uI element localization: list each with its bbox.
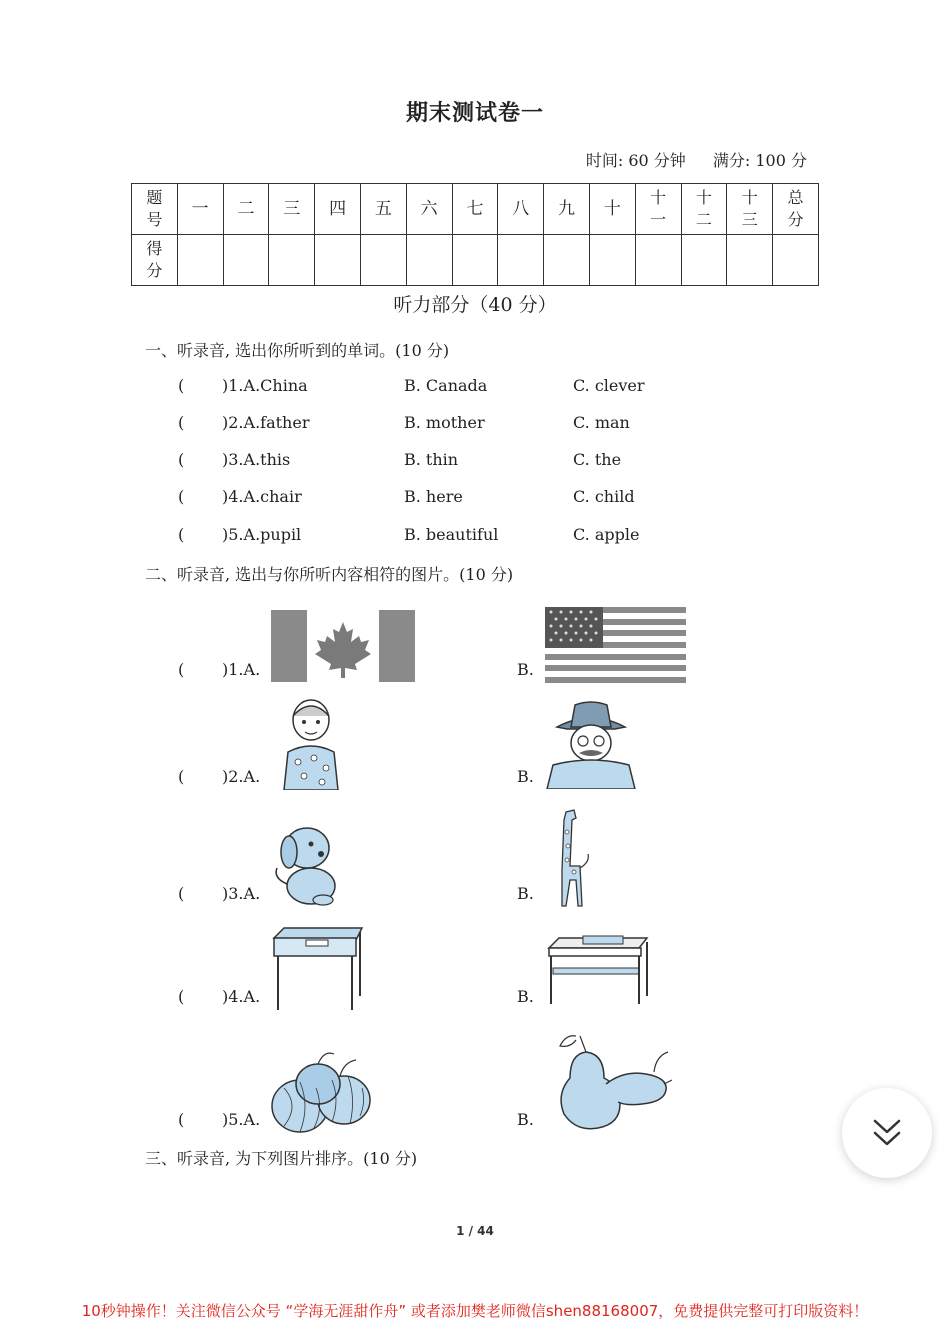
promo-banner: 10秒钟操作！关注微信公众号 “学海无涯甜作舟” 或者添加樊老师微信shen88168007，免费提供完整可打印版资料！ (81, 1302, 869, 1320)
q1-item: ( )3.A.this B. thin C. the (178, 450, 622, 469)
q2-title: 二、听录音, 选出与你所听内容相符的图片。(10 分) (145, 565, 514, 584)
q1-item: ( )1.A.China B. Canada C. clever (178, 376, 645, 395)
score-col: 十 (589, 184, 635, 235)
watermelon-icon (270, 1048, 372, 1134)
score-cell[interactable] (177, 235, 223, 286)
q2-item: ( )5.A. B. (178, 1110, 534, 1129)
score-cell[interactable] (681, 235, 727, 286)
q1-title: 一、听录音, 选出你所听到的单词。(10 分) (145, 341, 450, 360)
score-cell[interactable] (452, 235, 498, 286)
page-number: 1 / 44 (456, 1224, 494, 1238)
score-col: 十 三 (727, 184, 773, 235)
score-cell[interactable] (406, 235, 452, 286)
score-table-score-row (132, 235, 819, 286)
score-col: 六 (406, 184, 452, 235)
q2-item: ( )1.A. B. (178, 660, 534, 679)
table-icon (547, 934, 651, 1006)
dog-icon (271, 818, 341, 906)
q3-title: 三、听录音, 为下列图片排序。(10 分) (145, 1149, 418, 1168)
listening-section-title: 听力部分（40 分） (393, 294, 557, 316)
score-col: 二 (223, 184, 269, 235)
score-col: 九 (544, 184, 590, 235)
full-score: 满分: 100 分 (712, 151, 807, 170)
q1-item: ( )4.A.chair B. here C. child (178, 487, 635, 506)
double-chevron-down-icon (870, 1116, 904, 1150)
score-table (131, 183, 819, 286)
score-row-label: 题 号 (132, 184, 178, 235)
q2-item: ( )2.A. B. (178, 767, 534, 786)
score-col: 八 (498, 184, 544, 235)
q1-item: ( )5.A.pupil B. beautiful C. apple (178, 525, 640, 544)
score-cell[interactable] (544, 235, 590, 286)
giraffe-icon (554, 806, 594, 908)
score-col: 总 分 (773, 184, 819, 235)
score-cell[interactable] (727, 235, 773, 286)
grandmother-icon (278, 698, 344, 790)
q2-item: ( )3.A. B. (178, 884, 534, 903)
score-cell[interactable] (498, 235, 544, 286)
score-col: 一 (177, 184, 223, 235)
score-cell[interactable] (269, 235, 315, 286)
exam-meta (564, 148, 807, 171)
score-col: 四 (315, 184, 361, 235)
usa-flag-icon (545, 607, 686, 683)
score-col: 七 (452, 184, 498, 235)
score-col: 十 二 (681, 184, 727, 235)
exam-title: 期末测试卷一 (405, 101, 544, 126)
score-cell[interactable] (773, 235, 819, 286)
score-col: 五 (360, 184, 406, 235)
desk-icon (272, 926, 364, 1012)
score-cell[interactable] (635, 235, 681, 286)
score-cell[interactable] (589, 235, 635, 286)
score-cell[interactable] (223, 235, 269, 286)
score-col: 三 (269, 184, 315, 235)
score-col: 十 一 (635, 184, 681, 235)
score-row-label: 得 分 (132, 235, 178, 286)
canada-flag-icon (271, 610, 415, 682)
q2-item: ( )4.A. B. (178, 987, 534, 1006)
score-cell[interactable] (315, 235, 361, 286)
grandfather-icon (545, 699, 637, 789)
score-table-header-row (132, 184, 819, 235)
score-cell[interactable] (360, 235, 406, 286)
scroll-down-button[interactable] (842, 1088, 932, 1178)
pear-icon (546, 1032, 674, 1132)
time-limit: 时间: 60 分钟 (585, 151, 686, 170)
q1-item: ( )2.A.father B. mother C. man (178, 413, 630, 432)
